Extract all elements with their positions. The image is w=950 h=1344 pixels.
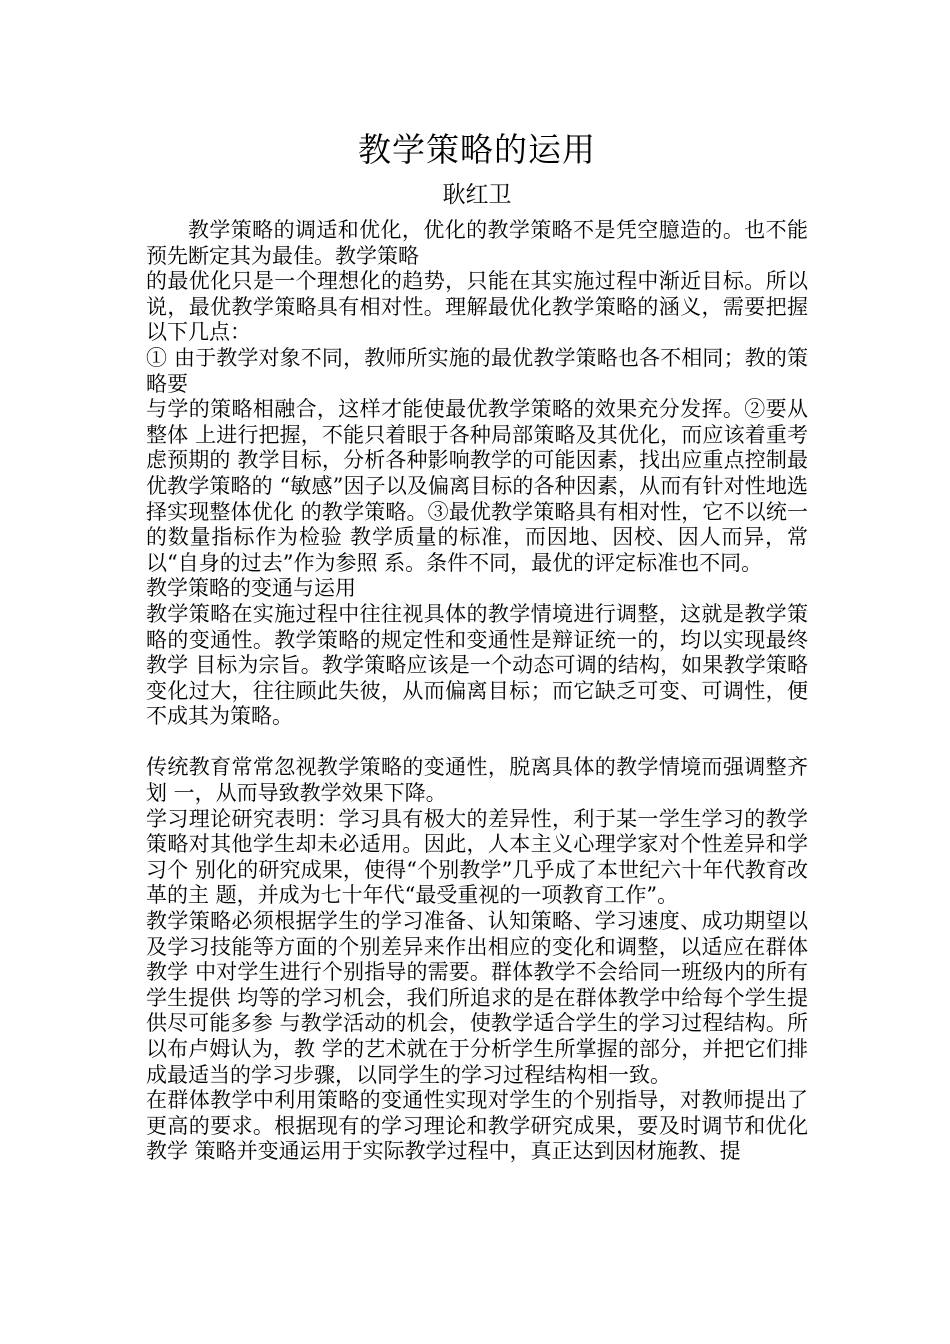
paragraph: 教学策略必须根据学生的学习准备、认知策略、学习速度、成功期望以 及学习技能等方面的个别差异来作出相应的变化和调整，以适应在群体教学 中对学生进行个别指导的需要。群体教学不会给同一班级内的所有学生提供 均等的学习机会，我们所追求的是在群体教学中给每个学生提供尽可能多参 与教学活动的机会，使教学适合学生的学习过程结构。所以布卢姆认为，教 学的艺术就在于分析学生所掌握的部分，并把它们排成最适当的学习步骤，以同学生的学习过程结构相一致。 (146, 909, 808, 1087)
paragraph: 传统教育常常忽视教学策略的变通性，脱离具体的教学情境而强调整齐划 一，从而导致教学效果下降。 (146, 755, 808, 806)
paragraph: 在群体教学中利用策略的变通性实现对学生的个别指导，对教师提出了 更高的要求。根据现有的学习理论和教学研究成果，要及时调节和优化教学 策略并变通运用于实际教学过程中，真正达到因材施教、提 (146, 1088, 808, 1164)
paragraph: 教学策略在实施过程中往往视具体的教学情境进行调整，这就是教学策 略的变通性。教学策略的规定性和变通性是辩证统一的，均以实现最终教学 目标为宗旨。教学策略应该是一个动态可调的结构，如果教学策略变化过大，往往顾此失彼，从而偏离目标；而它缺乏可变、可调性，便不成其为策略。 (146, 601, 808, 729)
paragraph: 与学的策略相融合，这样才能使最优教学策略的效果充分发挥。②要从整体 上进行把握，不能只着眼于各种局部策略及其优化，而应该着重考虑预期的 教学目标，分析各种影响教学的可能因素，找出应重点控制最优教学策略的 “敏感”因子以及偏离目标的各种因素，从而有针对性地选择实现整体优化 的教学策略。③最优教学策略具有相对性，它不以统一的数量指标作为检验 教学质量的标准，而因地、因校、因人而异，常以“自身的过去”作为参照 系。条件不同，最优的评定标准也不同。 (146, 397, 808, 575)
section-heading: 教学策略的变通与运用 (146, 576, 356, 601)
document-author: 耿红卫 (442, 182, 512, 208)
paragraph: 学习理论研究表明：学习具有极大的差异性，利于某一学生学习的教学 策略对其他学生却未必适用。因此，人本主义心理学家对个性差异和学习个 别化的研究成果，使得“个别教学”几乎成了本世纪六十年代教育改革的主 题，并成为七十年代“最受重视的一项教育工作”。 (146, 806, 808, 908)
document-title: 教学策略的运用 (358, 130, 596, 169)
paragraph: 教学策略的调适和优化，优化的教学策略不是凭空臆造的。也不能预先断定其为最佳。教学策略 (146, 218, 808, 268)
document-page (146, 128, 808, 1165)
paragraph: 的最优化只是一个理想化的趋势，只能在其实施过程中渐近目标。所以说，最优教学策略具有相对性。理解最优化教学策略的涵义，需要把握以下几点： (146, 269, 808, 345)
document-body (146, 218, 808, 1165)
paragraph: ① 由于教学对象不同，教师所实施的最优教学策略也各不相同；教的策略要 (146, 345, 808, 396)
blank-line (146, 730, 808, 756)
